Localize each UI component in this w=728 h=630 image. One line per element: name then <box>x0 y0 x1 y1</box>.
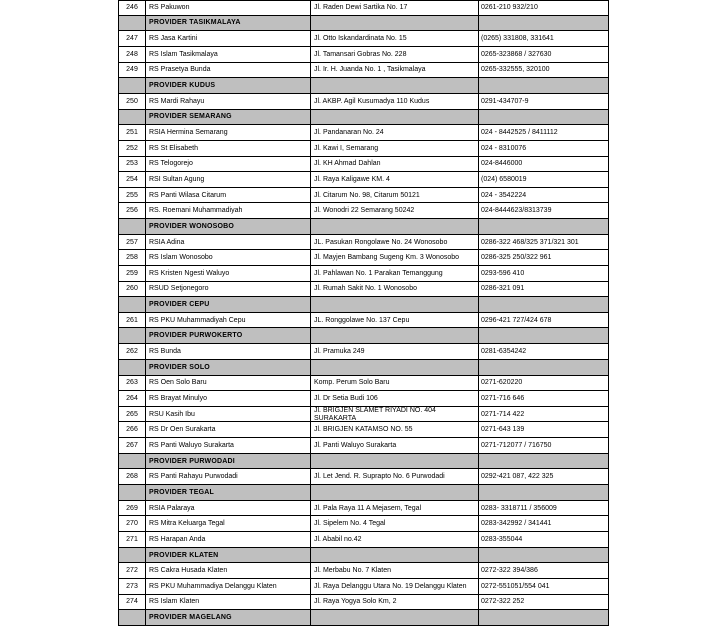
table-row <box>118 31 609 47</box>
hospital-name: RSUD Setjonegoro <box>146 282 311 297</box>
section-header-row <box>118 328 609 344</box>
hospital-address: Jl. Raden Dewi Sartika No. 17 <box>311 1 479 15</box>
row-number: 252 <box>119 141 146 156</box>
section-header-row <box>118 610 609 626</box>
row-number: 259 <box>119 266 146 281</box>
section-header-row <box>118 219 609 235</box>
address-cell <box>311 485 479 500</box>
table-row <box>118 266 609 282</box>
phone-cell <box>479 454 608 469</box>
section-title: PROVIDER SEMARANG <box>146 110 311 125</box>
row-number: 268 <box>119 469 146 484</box>
phone-cell <box>479 360 608 375</box>
row-number: 269 <box>119 501 146 516</box>
table-row <box>118 63 609 79</box>
hospital-address: Jl. KH Ahmad Dahlan <box>311 157 479 172</box>
hospital-phone: 0281-6354242 <box>481 348 527 356</box>
hospital-phone: 024-8446000 <box>481 160 523 168</box>
hospital-address: Jl. AKBP. Agil Kusumadya 110 Kudus <box>311 94 479 109</box>
row-number: 250 <box>119 94 146 109</box>
hospital-name: RS. Roemani Muhammadiyah <box>146 203 311 218</box>
section-title: PROVIDER CEPU <box>146 297 311 312</box>
hospital-name: RS Harapan Anda <box>146 532 311 547</box>
row-number-cell <box>119 485 146 500</box>
address-cell <box>311 78 479 93</box>
hospital-name: RS Islam Wonosobo <box>146 250 311 265</box>
hospital-name: RS Brayat Minulyo <box>146 391 311 406</box>
hospital-name: RS Jasa Kartini <box>146 31 311 46</box>
section-header-row <box>118 297 609 313</box>
section-title: PROVIDER TEGAL <box>146 485 311 500</box>
hospital-phone: 0271-643 139 <box>481 426 525 434</box>
section-title: PROVIDER MAGELANG <box>146 610 311 625</box>
address-cell <box>311 110 479 125</box>
hospital-phone: 0261-210 932/210 <box>481 4 538 12</box>
hospital-phone: (024) 6580019 <box>481 175 527 183</box>
row-number: 258 <box>119 250 146 265</box>
table-row <box>118 250 609 266</box>
row-number: 256 <box>119 203 146 218</box>
hospital-phone: 0271-620220 <box>481 379 523 387</box>
hospital-name: RS Panti Wilasa Citarum <box>146 188 311 203</box>
hospital-phone: 0286-322 468/325 371/321 301 <box>481 238 579 246</box>
row-number-cell <box>119 610 146 625</box>
hospital-phone: (0265) 331808, 331641 <box>481 35 554 43</box>
provider-table <box>118 0 609 626</box>
hospital-address: Jl. Kawi I, Semarang <box>311 141 479 156</box>
hospital-name: RS PKU Muhammadiyah Cepu <box>146 313 311 328</box>
address-cell <box>311 328 479 343</box>
row-number: 266 <box>119 422 146 437</box>
phone-cell <box>479 328 608 343</box>
section-title: PROVIDER SOLO <box>146 360 311 375</box>
hospital-phone: 024 - 8442525 / 8411112 <box>481 129 558 137</box>
hospital-address: Jl. Raya Kaligawe KM. 4 <box>311 172 479 187</box>
section-title: PROVIDER KLATEN <box>146 548 311 563</box>
table-row <box>118 516 609 532</box>
hospital-address: Jl. Pala Raya 11 A Mejasem, Tegal <box>311 501 479 516</box>
hospital-phone: 0283-355044 <box>481 535 523 543</box>
hospital-name: RS Pakuwon <box>146 1 311 15</box>
phone-cell <box>479 16 608 31</box>
hospital-address: Jl. Sipelem No. 4 Tegal <box>311 516 479 531</box>
hospital-phone: 0265-332555, 320100 <box>481 66 550 74</box>
hospital-name: RSIA Palaraya <box>146 501 311 516</box>
address-cell <box>311 297 479 312</box>
row-number-cell <box>119 360 146 375</box>
hospital-address: Jl. BRIGJEN SLAMET RIYADI NO. 404 SURAKARTA <box>311 407 479 422</box>
hospital-address: JL. Pasukan Rongolawe No. 24 Wonosobo <box>311 235 479 250</box>
address-cell <box>311 548 479 563</box>
table-row <box>118 501 609 517</box>
hospital-phone: 0272-322 394/386 <box>481 567 538 575</box>
row-number-cell <box>119 110 146 125</box>
section-title: PROVIDER PURWODADI <box>146 454 311 469</box>
row-number: 273 <box>119 579 146 594</box>
row-number: 253 <box>119 157 146 172</box>
row-number: 254 <box>119 172 146 187</box>
table-row <box>118 579 609 595</box>
hospital-address: Jl. Citarum No. 98, Citarum 50121 <box>311 188 479 203</box>
hospital-address: Jl. Raya Yogya Solo Km, 2 <box>311 595 479 610</box>
row-number: 247 <box>119 31 146 46</box>
hospital-phone: 0291-434707-9 <box>481 97 529 105</box>
hospital-address: Jl. Tamansari Gobras No. 228 <box>311 47 479 62</box>
address-cell <box>311 16 479 31</box>
hospital-phone: 0292-421 087, 422 325 <box>481 473 554 481</box>
table-row <box>118 188 609 204</box>
row-number: 265 <box>119 407 146 422</box>
hospital-address: Jl. Panti Waluyo Surakarta <box>311 438 479 453</box>
hospital-address: Jl. Wonodri 22 Semarang 50242 <box>311 203 479 218</box>
table-row <box>118 422 609 438</box>
table-row <box>118 532 609 548</box>
table-row <box>118 94 609 110</box>
row-number: 257 <box>119 235 146 250</box>
hospital-phone: 0271-716 646 <box>481 395 525 403</box>
hospital-name: RS Kristen Ngesti Waluyo <box>146 266 311 281</box>
hospital-address: Jl. Mayjen Bambang Sugeng Km. 3 Wonosobo <box>311 250 479 265</box>
row-number-cell <box>119 16 146 31</box>
hospital-phone: 024 - 8310076 <box>481 144 527 152</box>
hospital-phone: 0293-596 410 <box>481 269 525 277</box>
table-row <box>118 595 609 611</box>
phone-cell <box>479 548 608 563</box>
hospital-name: RS Prasetya Bunda <box>146 63 311 78</box>
address-cell <box>311 360 479 375</box>
hospital-name: RS PKU Muhammadiya Delanggu Klaten <box>146 579 311 594</box>
hospital-address: Jl. Ababil no.42 <box>311 532 479 547</box>
phone-cell <box>479 610 608 625</box>
hospital-name: RS Mitra Keluarga Tegal <box>146 516 311 531</box>
hospital-address: Jl. Rumah Sakit No. 1 Wonosobo <box>311 282 479 297</box>
phone-cell <box>479 110 608 125</box>
hospital-name: RS Panti Waluyo Surakarta <box>146 438 311 453</box>
hospital-address: Jl. Pramuka 249 <box>311 344 479 359</box>
row-number: 263 <box>119 376 146 391</box>
row-number-cell <box>119 78 146 93</box>
table-row <box>118 313 609 329</box>
hospital-name: RSI Sultan Agung <box>146 172 311 187</box>
address-cell <box>311 454 479 469</box>
row-number: 267 <box>119 438 146 453</box>
table-row <box>118 141 609 157</box>
hospital-phone: 0272-322 252 <box>481 598 525 606</box>
row-number-cell <box>119 219 146 234</box>
hospital-name: RS Dr Oen Surakarta <box>146 422 311 437</box>
hospital-address: Jl. Raya Delanggu Utara No. 19 Delanggu Klaten <box>311 579 479 594</box>
row-number: 251 <box>119 125 146 140</box>
section-header-row <box>118 110 609 126</box>
hospital-address: Jl. BRIGJEN KATAMSO NO. 55 <box>311 422 479 437</box>
row-number: 271 <box>119 532 146 547</box>
row-number: 260 <box>119 282 146 297</box>
phone-cell <box>479 485 608 500</box>
hospital-address: Jl. Let Jend. R. Suprapto No. 6 Purwodadi <box>311 469 479 484</box>
hospital-name: RSU Kasih Ibu <box>146 407 311 422</box>
hospital-address: Jl. Ir. H. Juanda No. 1 , Tasikmalaya <box>311 63 479 78</box>
row-number-cell <box>119 297 146 312</box>
section-title: PROVIDER WONOSOBO <box>146 219 311 234</box>
hospital-name: RS Telogorejo <box>146 157 311 172</box>
phone-cell <box>479 297 608 312</box>
row-number-cell <box>119 454 146 469</box>
hospital-address: Jl. Pahlawan No. 1 Parakan Temanggung <box>311 266 479 281</box>
table-row <box>118 391 609 407</box>
hospital-phone: 0271-712077 / 716750 <box>481 441 552 449</box>
table-row <box>118 203 609 219</box>
table-row <box>118 125 609 141</box>
section-title: PROVIDER PURWOKERTO <box>146 328 311 343</box>
phone-cell <box>479 219 608 234</box>
hospital-phone: 0283- 3318711 / 356009 <box>481 504 557 512</box>
row-number: 272 <box>119 563 146 578</box>
address-cell <box>311 610 479 625</box>
hospital-address: Jl. Pandanaran No. 24 <box>311 125 479 140</box>
row-number: 261 <box>119 313 146 328</box>
table-row <box>118 157 609 173</box>
section-header-row <box>118 454 609 470</box>
row-number: 264 <box>119 391 146 406</box>
section-title: PROVIDER KUDUS <box>146 78 311 93</box>
hospital-name: RS Mardi Rahayu <box>146 94 311 109</box>
table-row <box>118 282 609 298</box>
hospital-name: RS Oen Solo Baru <box>146 376 311 391</box>
hospital-address: Jl. Dr Setia Budi 106 <box>311 391 479 406</box>
row-number-cell <box>119 328 146 343</box>
hospital-name: RS Islam Klaten <box>146 595 311 610</box>
row-number: 255 <box>119 188 146 203</box>
table-row <box>118 438 609 454</box>
section-header-row <box>118 16 609 32</box>
hospital-phone: 024-8444623/8313739 <box>481 207 552 215</box>
table-row <box>118 235 609 251</box>
table-row <box>118 0 609 16</box>
hospital-phone: 024 - 3542224 <box>481 191 527 199</box>
table-row <box>118 172 609 188</box>
hospital-name: RS Bunda <box>146 344 311 359</box>
table-row <box>118 469 609 485</box>
hospital-address: JL. Ronggolawe No. 137 Cepu <box>311 313 479 328</box>
hospital-phone: 0283-342992 / 341441 <box>481 520 552 528</box>
hospital-address: Jl. Otto Iskandardinata No. 15 <box>311 31 479 46</box>
hospital-phone: 0272-551051/554 041 <box>481 582 550 590</box>
address-cell <box>311 219 479 234</box>
hospital-phone: 0286-321 091 <box>481 285 525 293</box>
row-number: 249 <box>119 63 146 78</box>
hospital-name: RSIA Adina <box>146 235 311 250</box>
hospital-phone: 0286-325 250/322 961 <box>481 254 552 262</box>
row-number: 262 <box>119 344 146 359</box>
row-number: 274 <box>119 595 146 610</box>
table-row <box>118 344 609 360</box>
section-header-row <box>118 78 609 94</box>
hospital-name: RS Islam Tasikmalaya <box>146 47 311 62</box>
row-number: 246 <box>119 1 146 15</box>
hospital-address: Komp. Perum Solo Baru <box>311 376 479 391</box>
section-header-row <box>118 360 609 376</box>
row-number-cell <box>119 548 146 563</box>
table-row <box>118 47 609 63</box>
hospital-phone: 0265-323868 / 327630 <box>481 50 552 58</box>
hospital-name: RS Panti Rahayu Purwodadi <box>146 469 311 484</box>
row-number: 270 <box>119 516 146 531</box>
table-row <box>118 376 609 392</box>
hospital-name: RSIA Hermina Semarang <box>146 125 311 140</box>
hospital-name: RS St Elisabeth <box>146 141 311 156</box>
section-header-row <box>118 548 609 564</box>
hospital-address: Jl. Merbabu No. 7 Klaten <box>311 563 479 578</box>
hospital-phone: 0296-421 727/424 678 <box>481 316 552 324</box>
section-header-row <box>118 485 609 501</box>
row-number: 248 <box>119 47 146 62</box>
phone-cell <box>479 78 608 93</box>
section-title: PROVIDER TASIKMALAYA <box>146 16 311 31</box>
hospital-name: RS Cakra Husada Klaten <box>146 563 311 578</box>
table-row <box>118 563 609 579</box>
table-row <box>118 407 609 423</box>
hospital-phone: 0271-714 422 <box>481 410 525 418</box>
